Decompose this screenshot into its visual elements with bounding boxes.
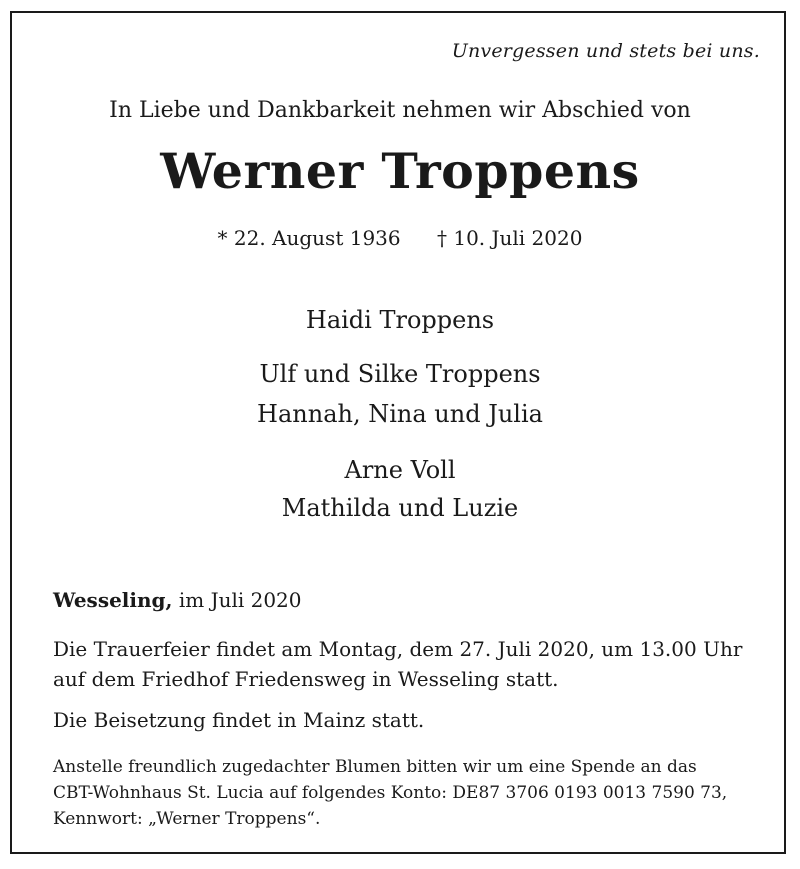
mourner-line: Haidi Troppens: [305, 306, 495, 334]
donation-line: CBT-Wohnhaus St. Lucia auf folgendes Konto: DE87 3706 0193 0013 7590 73,: [53, 783, 728, 803]
place-and-date: [53, 588, 302, 612]
place: Wesseling,: [53, 588, 173, 612]
date-text: im Juli 2020: [178, 588, 302, 612]
death-date: † 10. Juli 2020: [436, 226, 583, 250]
mourner-line: Arne Voll: [344, 456, 456, 484]
life-dates: [0, 226, 800, 250]
mourner-line: Hannah, Nina und Julia: [257, 400, 543, 428]
deceased-name: Werner Troppens: [160, 142, 640, 200]
donation-line: Kennwort: „Werner Troppens“.: [53, 809, 321, 829]
donation-info: [53, 754, 753, 832]
intro-line: In Liebe und Dankbarkeit nehmen wir Abschied von: [109, 98, 691, 123]
funeral-info-line: auf dem Friedhof Friedensweg in Wesseling statt.: [53, 667, 559, 691]
funeral-info-line: Die Trauerfeier findet am Montag, dem 27. Juli 2020, um 13.00 Uhr: [53, 637, 743, 661]
motto: Unvergessen und stets bei uns.: [451, 40, 760, 62]
mourner-line: Mathilda und Luzie: [281, 494, 519, 522]
burial-info: Die Beisetzung findet in Mainz statt.: [53, 708, 425, 732]
birth-date: * 22. August 1936: [217, 226, 401, 250]
donation-line: Anstelle freundlich zugedachter Blumen bitten wir um eine Spende an das: [53, 757, 697, 777]
mourner-line: Ulf und Silke Troppens: [259, 360, 541, 388]
